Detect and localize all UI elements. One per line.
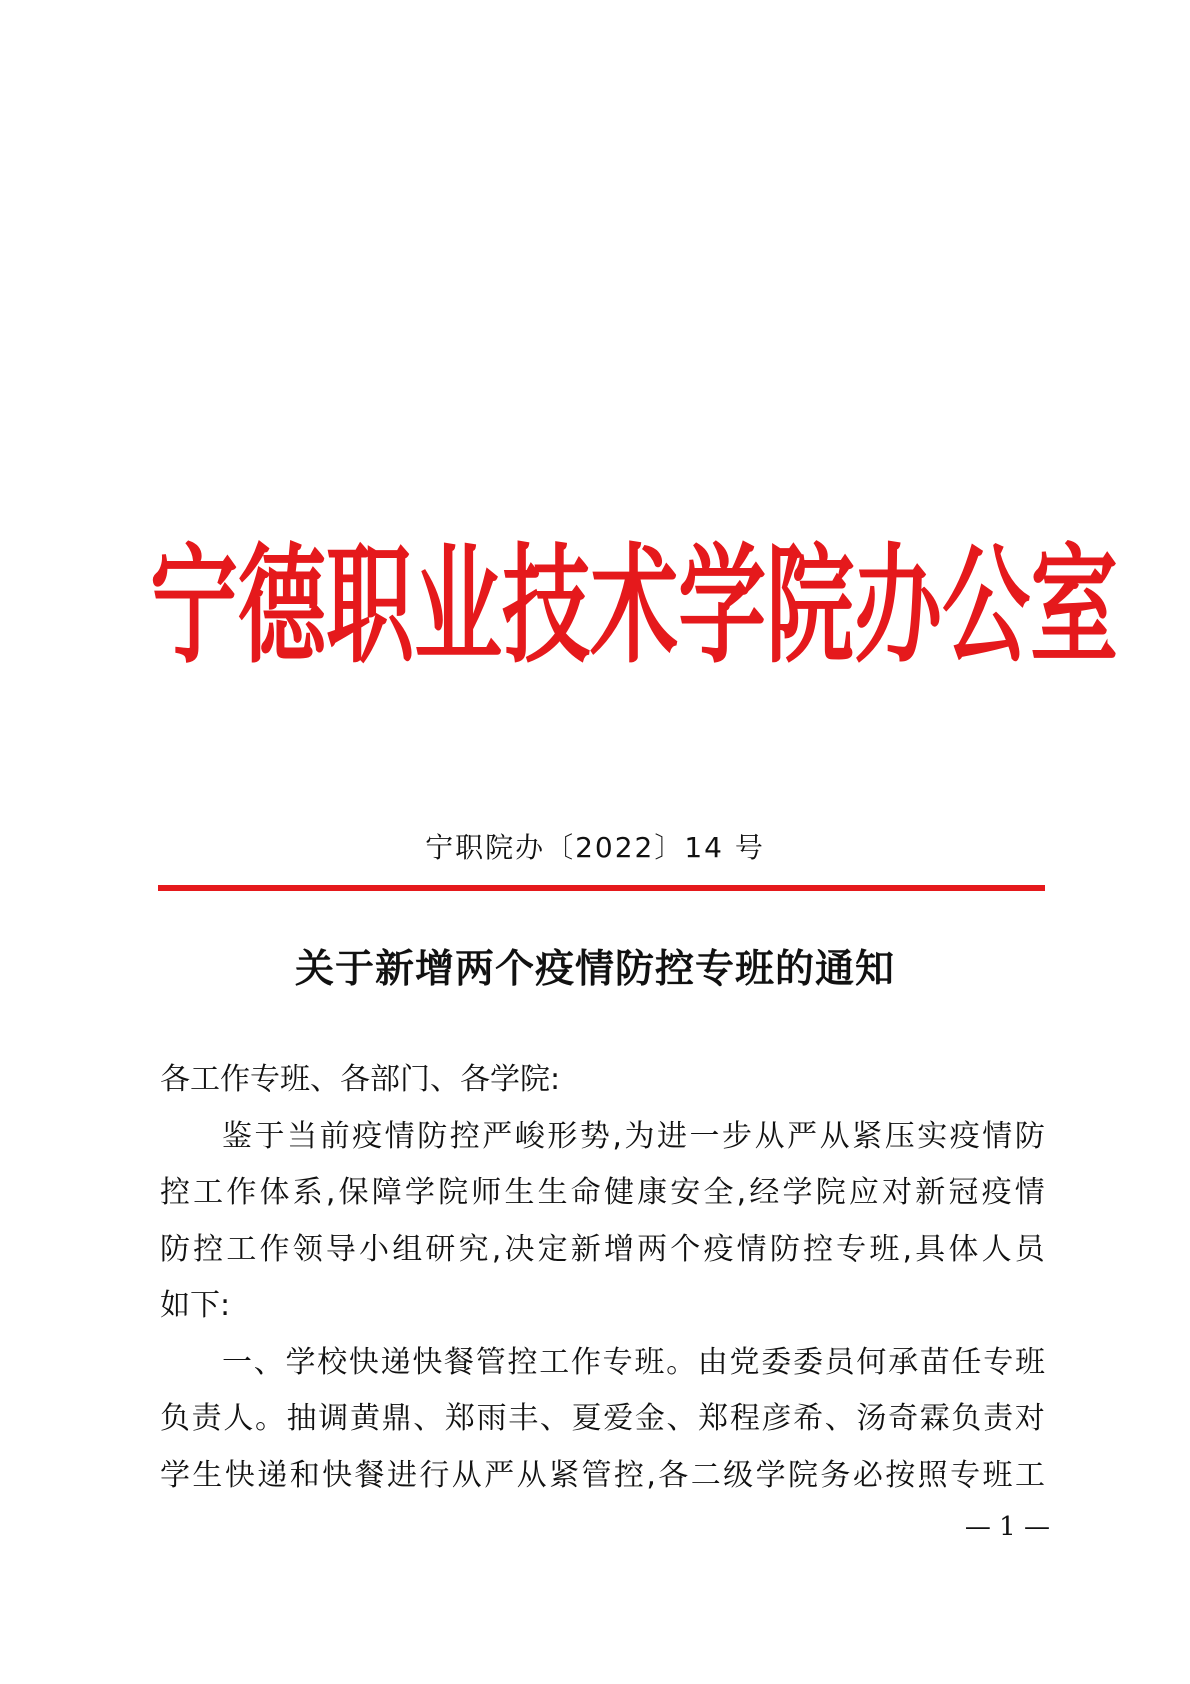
- masthead-issuer: [150, 529, 1119, 681]
- body-line: 如下:: [160, 1288, 231, 1323]
- body-line: 学 生 快 递 和 快 餐 进 行 从 严 从 紧 管 控 , 各 二 级 学 院 务 必 按 照 专 班 工: [160, 1457, 1045, 1493]
- body-line: 控 工 作 体 系 , 保 障 学 院 师 生 生 命 健 康 安 全 , 经 学 院 应 对 新 冠 疫 情: [160, 1175, 1045, 1210]
- masthead-char: 院: [766, 529, 855, 681]
- masthead-char: 技: [502, 529, 591, 681]
- masthead-char: 学: [678, 529, 767, 681]
- masthead-char: 室: [1030, 529, 1119, 681]
- masthead-char: 术: [590, 529, 679, 681]
- document-body: [160, 1052, 1045, 1504]
- document-title: 关于新增两个疫情防控专班的通知: [294, 946, 895, 992]
- masthead-char: 办: [854, 529, 943, 681]
- masthead-char: 业: [414, 529, 503, 681]
- salutation: 各工作专班、各部门、各学院:: [160, 1062, 561, 1097]
- page-number: — 1 —: [964, 1512, 1050, 1542]
- body-line: 鉴 于 当 前 疫 情 防 控 严 峻 形 势 , 为 进 一 步 从 严 从 紧 压 实 疫 情 防: [222, 1118, 1045, 1154]
- red-divider-rule: [158, 885, 1045, 891]
- masthead-char: 公: [942, 529, 1031, 681]
- masthead-char: 宁: [150, 529, 239, 681]
- masthead-text: [150, 529, 1119, 681]
- masthead-char: 德: [238, 529, 327, 681]
- body-line: 负 责 人 。 抽 调 黄 鼎 、 郑 雨 丰 、 夏 爱 金 、 郑 程 彦 希 、 汤 奇 霖 负 责 对: [160, 1401, 1045, 1436]
- document-number: 宁职院办〔2022〕14 号: [425, 831, 765, 864]
- body-line: 一 、 学 校 快 递 快 餐 管 控 工 作 专 班 。 由 党 委 委 员 何 承 苗 任 专 班: [222, 1344, 1045, 1380]
- masthead-char: 职: [326, 529, 415, 681]
- body-line: 防 控 工 作 领 导 小 组 研 究 , 决 定 新 增 两 个 疫 情 防 控 专 班 , 具 体 人 员: [160, 1231, 1045, 1267]
